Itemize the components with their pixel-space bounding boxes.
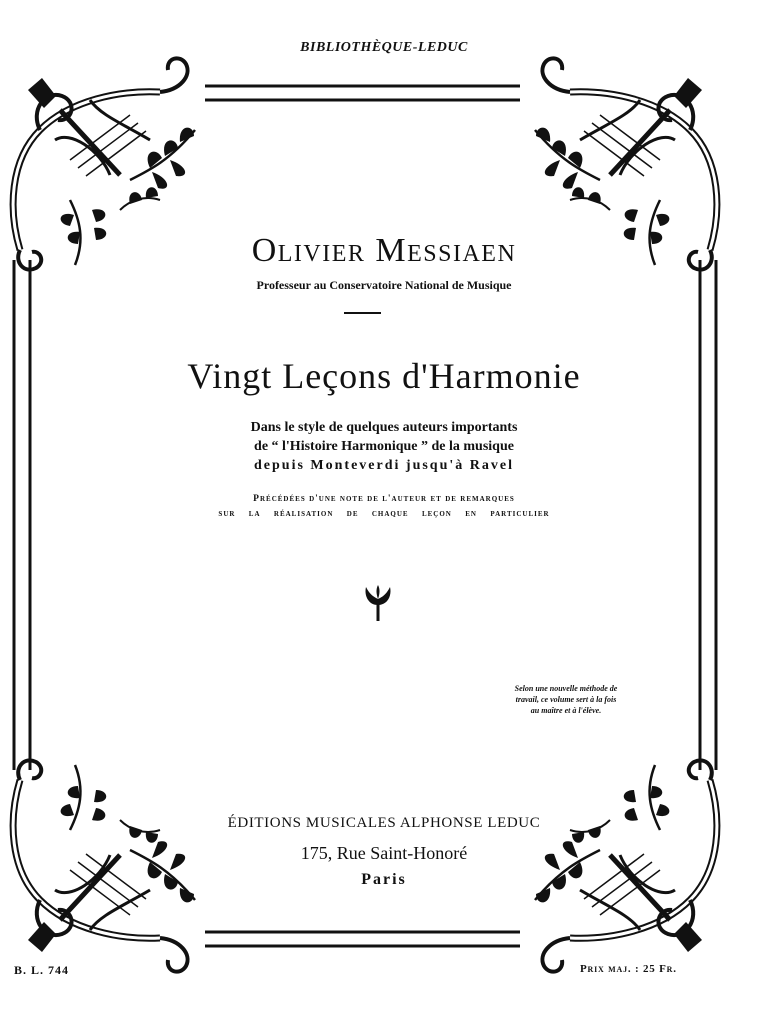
divider-rule [344,312,381,314]
side-note-line: au maître et à l'élève. [530,706,602,715]
preceded-note [0,492,768,522]
price-label: Prix maj. : 25 Fr. [580,963,677,975]
preceded-line: sur la réalisation de chaque leçon en particulier [218,509,550,519]
description-line: de “ l'Histoire Harmonique ” de la musique [254,439,514,454]
publisher-city: Paris [361,871,407,888]
description-line: depuis Monteverdi jusqu'à Ravel [254,458,514,473]
author-name: Olivier Messiaen [251,232,517,269]
work-title: Vingt Leçons d'Harmonie [187,356,581,396]
author-subtitle: Professeur au Conservatoire National de Musique [256,278,512,292]
preceded-line: Précédées d'une note de l'auteur et de remarques [253,494,515,504]
description-line: Dans le style de quelques auteurs importants [250,420,518,435]
publisher-address: 175, Rue Saint-Honoré [300,843,468,863]
catalog-number: B. L. 744 [14,963,70,977]
side-note-line: Selon une nouvelle méthode de [514,684,618,693]
side-note-line: travail, ce volume sert à la fois [515,695,617,704]
work-description [0,418,768,475]
fleuron-icon [362,583,394,623]
method-side-note [496,683,636,716]
publisher-name: ÉDITIONS MUSICALES ALPHONSE LEDUC [227,815,541,831]
series-label: BIBLIOTHÈQUE-LEDUC [300,40,468,55]
